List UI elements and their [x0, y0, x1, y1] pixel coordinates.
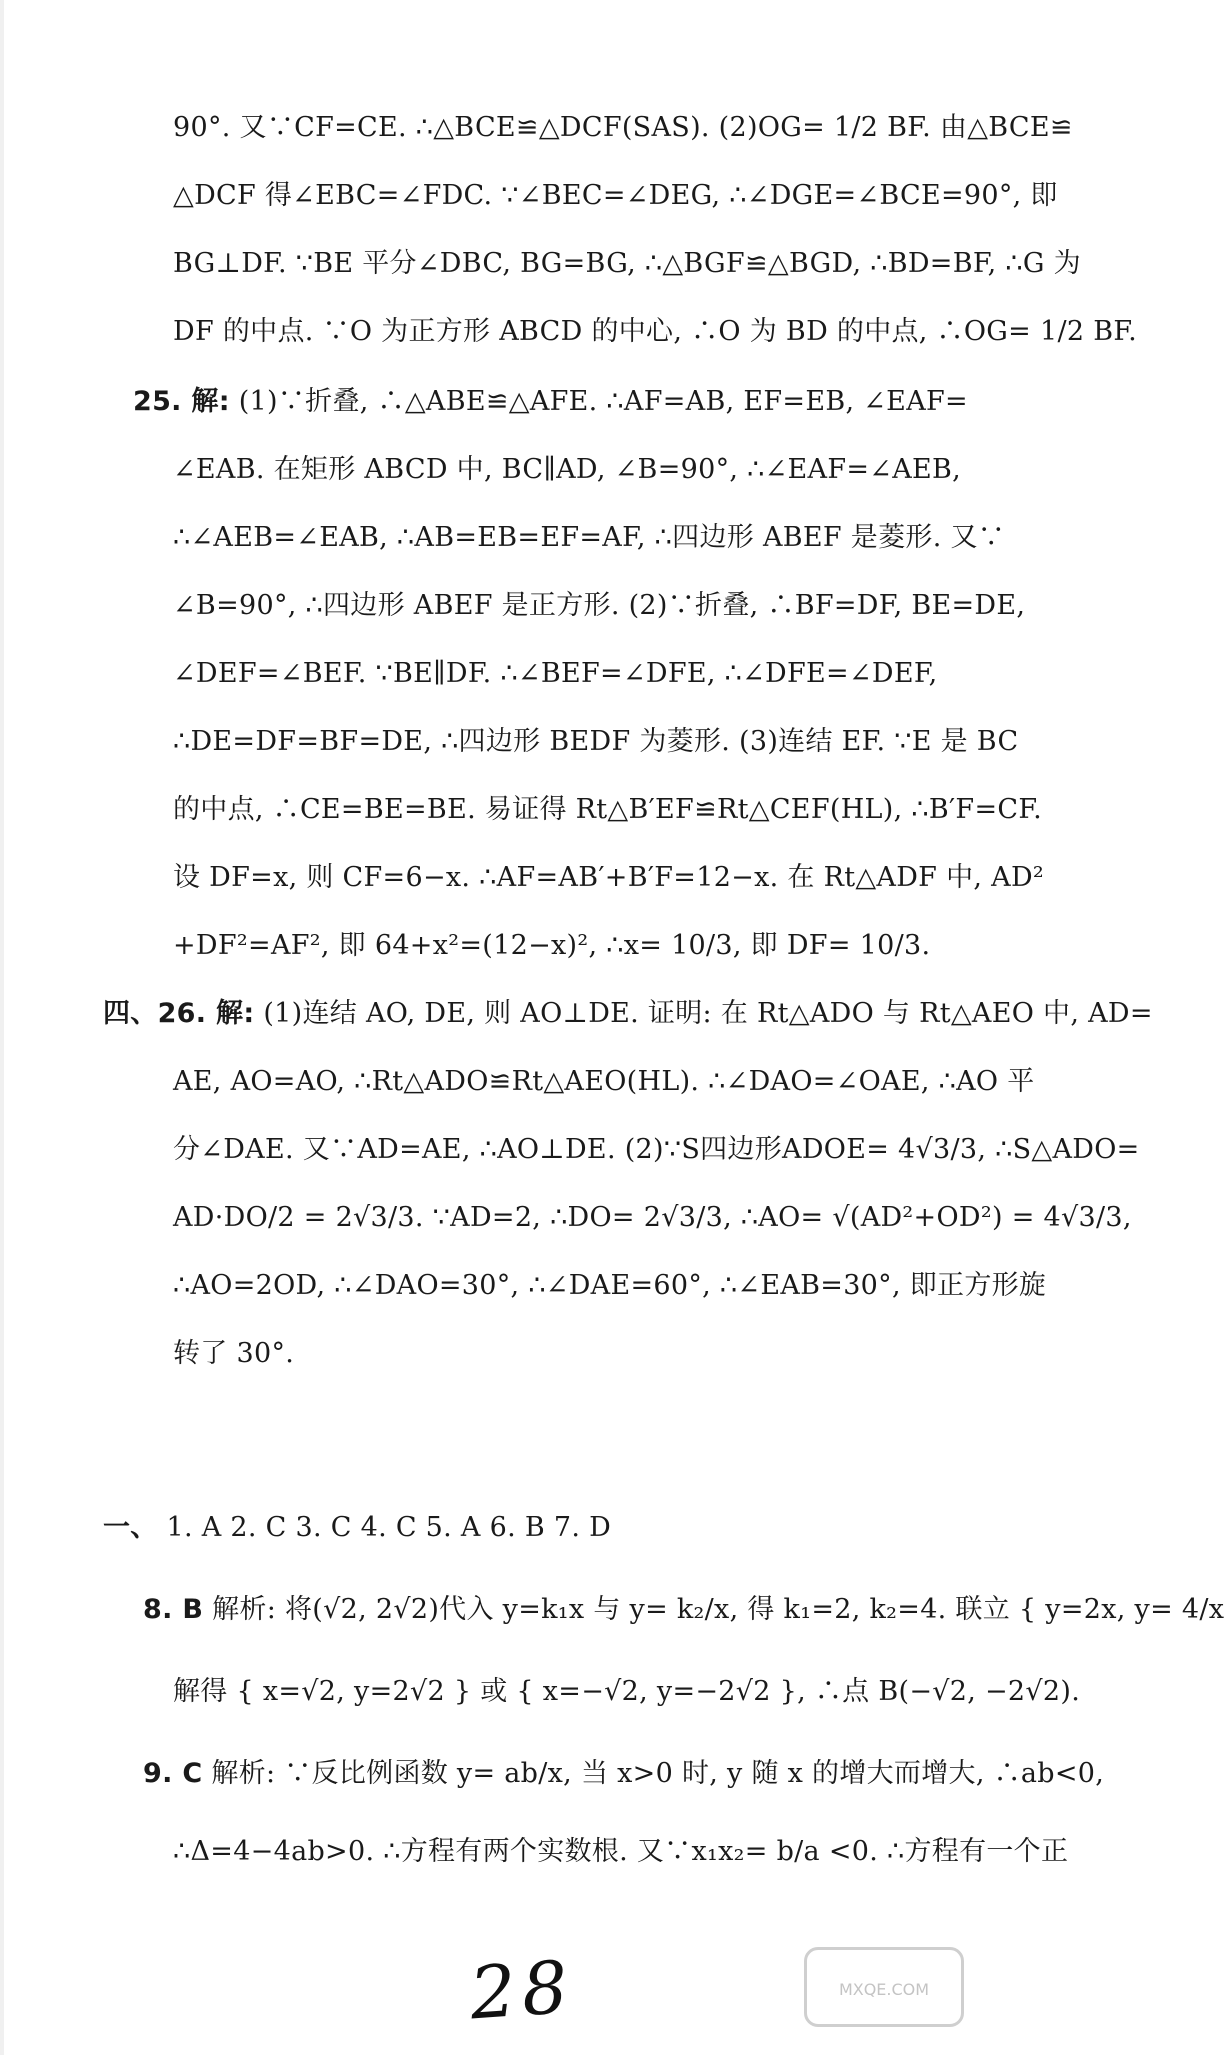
solution-line: ∠EAB. 在矩形 ABCD 中, BC∥AD, ∠B=90°, ∴∠EAF=∠AEB,: [173, 454, 962, 485]
solution-line: △DCF 得∠EBC=∠FDC. ∵∠BEC=∠DEG, ∴∠DGE=∠BCE=90°, 即: [173, 180, 1058, 211]
solution-text: (1)连结 AO, DE, 则 AO⊥DE. 证明: 在 Rt△ADO 与 Rt△AEO 中, AD=: [263, 998, 1153, 1029]
problem-number: 9. C: [143, 1758, 203, 1789]
section-number: 一、: [103, 1512, 158, 1543]
solution-line: BG⊥DF. ∵BE 平分∠DBC, BG=BG, ∴△BGF≌△BGD, ∴BD=BF, ∴G 为: [173, 248, 1081, 279]
problem-25: [0, 382, 1000, 422]
solution-line: 分∠DAE. 又∵AD=AE, ∴AO⊥DE. (2)∵S四边形ADOE= 4√3/3, ∴S△ADO=: [173, 1134, 1140, 1165]
solution-line: ∠DEF=∠BEF. ∵BE∥DF. ∴∠BEF=∠DFE, ∴∠DFE=∠DEF,: [173, 658, 938, 689]
answer-list: 1. A 2. C 3. C 4. C 5. A 6. B 7. D: [166, 1512, 612, 1543]
problem-9: [0, 1754, 1105, 1794]
problem-8: [0, 1590, 1224, 1630]
handwritten-page-number: 28: [467, 1944, 577, 2036]
solution-line: ∴∠AEB=∠EAB, ∴AB=EB=EF=AF, ∴四边形 ABEF 是菱形. 又∵: [173, 522, 1006, 553]
site-watermark: MXQE.COM: [804, 1947, 964, 2027]
solution-line: +DF²=AF², 即 64+x²=(12−x)², ∴x= 10/3, 即 DF= 10/3.: [173, 930, 931, 961]
problem-number: 25. 解:: [133, 386, 230, 417]
solution-text: 解析: ∵反比例函数 y= ab/x, 当 x>0 时, y 随 x 的增大而增大, ∴ab<0,: [211, 1758, 1105, 1789]
solution-line: AD·DO/2 = 2√3/3. ∵AD=2, ∴DO= 2√3/3, ∴AO= √(AD²+OD²) = 4√3/3,: [173, 1202, 1132, 1233]
solution-text: 解析: 将(√2, 2√2)代入 y=k₁x 与 y= k₂/x, 得 k₁=2, k₂=4. 联立 { y=2x, y= 4/x: [212, 1594, 1224, 1625]
solution-line: 转了 30°.: [173, 1338, 295, 1369]
problem-26: [0, 994, 1153, 1034]
solution-line: ∴AO=2OD, ∴∠DAO=30°, ∴∠DAE=60°, ∴∠EAB=30°, 即正方形旋: [173, 1270, 1047, 1301]
solution-line: ∠B=90°, ∴四边形 ABEF 是正方形. (2)∵折叠, ∴BF=DF, BE=DE,: [173, 590, 1026, 621]
problem-number: 四、26. 解:: [103, 998, 255, 1029]
solution-line: 设 DF=x, 则 CF=6−x. ∴AF=AB′+B′F=12−x. 在 Rt△ADF 中, AD²: [173, 862, 1045, 893]
solution-line: 的中点, ∴CE=BE=BE. 易证得 Rt△B′EF≌Rt△CEF(HL), ∴B′F=CF.: [173, 794, 1043, 825]
solution-line: AE, AO=AO, ∴Rt△ADO≌Rt△AEO(HL). ∴∠DAO=∠OAE, ∴AO 平: [173, 1066, 1035, 1097]
solution-line: DF 的中点. ∵O 为正方形 ABCD 的中心, ∴O 为 BD 的中点, ∴OG= 1/2 BF.: [173, 316, 1138, 347]
solution-line: 解得 { x=√2, y=2√2 } 或 { x=−√2, y=−2√2 }, ∴点 B(−√2, −2√2).: [173, 1676, 1081, 1707]
problem-number: 8. B: [143, 1594, 204, 1625]
solution-line: ∴DE=DF=BF=DE, ∴四边形 BEDF 为菱形. (3)连结 EF. ∵E 是 BC: [173, 726, 1019, 757]
choice-answers: [0, 1508, 1000, 1548]
solution-line: ∴Δ=4−4ab>0. ∴方程有两个实数根. 又∵x₁x₂= b/a <0. ∴方程有一个正: [173, 1836, 1069, 1867]
solution-text: (1)∵折叠, ∴△ABE≌△AFE. ∴AF=AB, EF=EB, ∠EAF=: [238, 386, 968, 417]
solution-line: 90°. 又∵CF=CE. ∴△BCE≌△DCF(SAS). (2)OG= 1/2 BF. 由△BCE≌: [173, 112, 1073, 143]
